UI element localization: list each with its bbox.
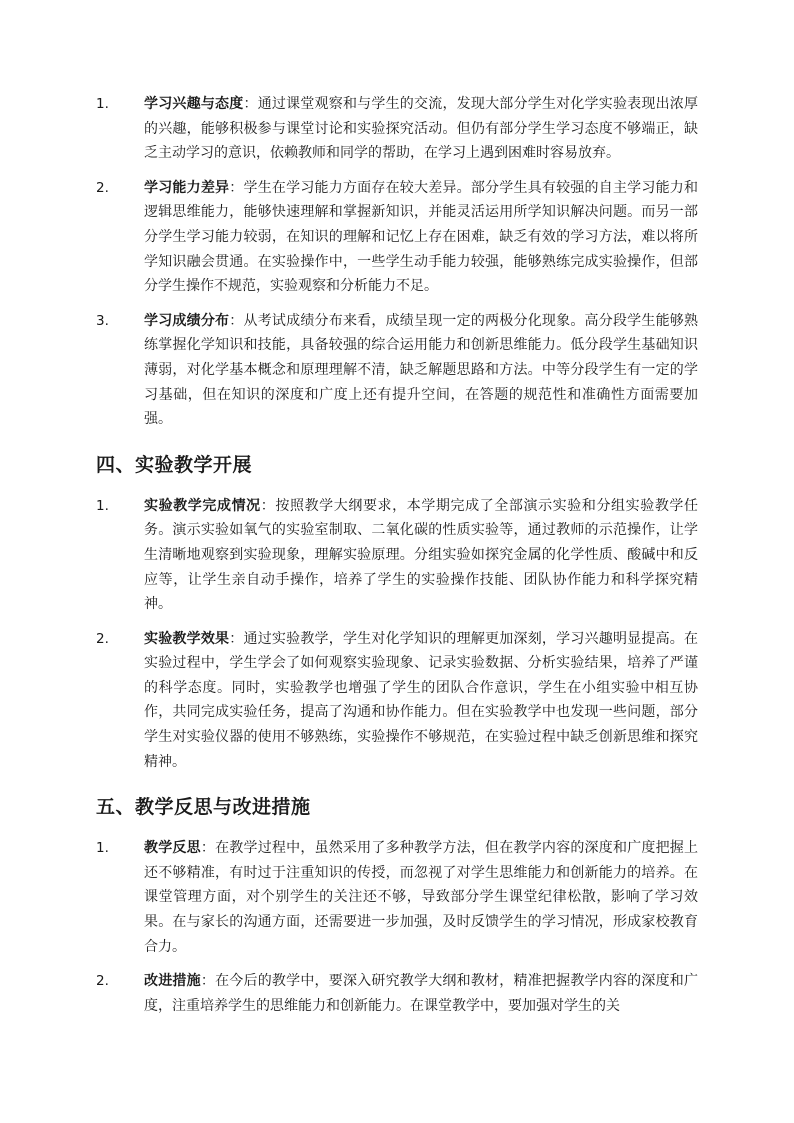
item-term: 学习成绩分布 (144, 312, 230, 329)
item-separator: ： (229, 312, 244, 329)
item-text: 按照教学大纲要求，本学期完成了全部演示实验和分组实验教学任务。演示实验如氧气的实验室制取、二氧化碳的性质实验等，通过教师的示范操作，让学生清晰地观察到实验现象，理解实验原理。分组实验如探究金属的化学性质、酸碱中和反应等，让学生亲自动手操作，培养了学生的实验操作技能、团队协作能力和科学探究精神。 (144, 497, 699, 613)
list-item (96, 92, 698, 166)
item-separator: ： (200, 973, 216, 990)
item-text: 从考试成绩分布来看，成绩呈现一定的两极分化现象。高分段学生能够熟练掌握化学知识和技能，具备较强的综合运用能力和创新思维能力。低分段学生基础知识薄弱，对化学基本概念和原理理解不清，缺乏解题思路和方法。中等分段学生有一定的学习基础，但在知识的深度和广度上还有提升空间，在答题的规范性和准确性方面需要加强。 (144, 312, 699, 428)
section-heading-reflection: 五、教学反思与改进措施 (96, 796, 311, 819)
list-number: 1. (96, 497, 109, 514)
list-item (96, 494, 698, 617)
list-number: 2. (96, 630, 109, 647)
item-term: 学习能力差异 (144, 179, 230, 196)
item-separator: ： (229, 179, 244, 196)
item-term: 改进措施 (144, 973, 201, 990)
list-number: 3. (96, 312, 109, 329)
section5-list (96, 836, 698, 1018)
list-item (96, 969, 698, 1018)
item-separator: ： (200, 840, 216, 857)
item-text: 学生在学习能力方面存在较大差异。部分学生具有较强的自主学习能力和逻辑思维能力，能够快速理解和掌握新知识，并能灵活运用所学知识解决问题。而另一部分学生学习能力较弱，在知识的理解和记忆上存在困难，缺乏有效的学习方法，难以将所学知识融会贯通。在实验操作中，一些学生动手能力较强，能够熟练完成实验操作，但部分学生操作不规范，实验观察和分析能力不足。 (144, 179, 699, 295)
item-text: 在教学过程中，虽然采用了多种教学方法，但在教学内容的深度和广度把握上还不够精准，有时过于注重知识的传授，而忽视了对学生思维能力和创新能力的培养。在课堂管理方面，对个别学生的关注还不够，导致部分学生课堂纪律松散，影响了学习效果。在与家长的沟通方面，还需要进一步加强，及时反馈学生的学习情况，形成家校教育合力。 (144, 840, 699, 955)
item-separator: ： (229, 630, 244, 647)
list-number: 2. (96, 973, 109, 990)
list-number: 2. (96, 179, 109, 196)
item-term: 实验教学完成情况 (144, 497, 261, 514)
section-heading-experiment-teaching: 四、实验教学开展 (96, 453, 253, 476)
section4-list (96, 494, 698, 775)
item-text: 在今后的教学中，要深入研究教学大纲和教材，精准把握教学内容的深度和广度，注重培养学生的思维能力和创新能力。在课堂教学中，要加强对学生的关 (144, 973, 699, 1014)
list-item (96, 627, 698, 775)
item-term: 教学反思 (144, 840, 201, 857)
list-item (96, 176, 698, 299)
item-separator: ： (243, 96, 258, 112)
list-number: 1. (96, 840, 109, 857)
item-text: 通过实验教学，学生对化学知识的理解更加深刻，学习兴趣明显提高。在实验过程中，学生学会了如何观察实验现象、记录实验数据、分析实验结果，培养了严谨的科学态度。同时，实验教学也增强了学生的团队合作意识，学生在小组实验中相互协作，共同完成实验任务，提高了沟通和协作能力。但在实验教学中也发现一些问题，部分学生对实验仪器的使用不够熟练，实验操作不够规范，在实验过程中缺乏创新思维和探究精神。 (144, 630, 699, 770)
item-term: 学习兴趣与态度 (144, 96, 244, 112)
list-number: 1. (96, 96, 109, 112)
list-item (96, 836, 698, 959)
list-item (96, 309, 698, 432)
item-separator: ： (260, 497, 276, 514)
item-term: 实验教学效果 (144, 630, 230, 647)
section3-list (96, 92, 698, 432)
item-text: 通过课堂观察和与学生的交流，发现大部分学生对化学实验表现出浓厚的兴趣，能够积极参与课堂讨论和实验探究活动。但仍有部分学生学习态度不够端正，缺乏主动学习的意识，依赖教师和同学的帮助，在学习上遇到困难时容易放弃。 (144, 96, 699, 162)
